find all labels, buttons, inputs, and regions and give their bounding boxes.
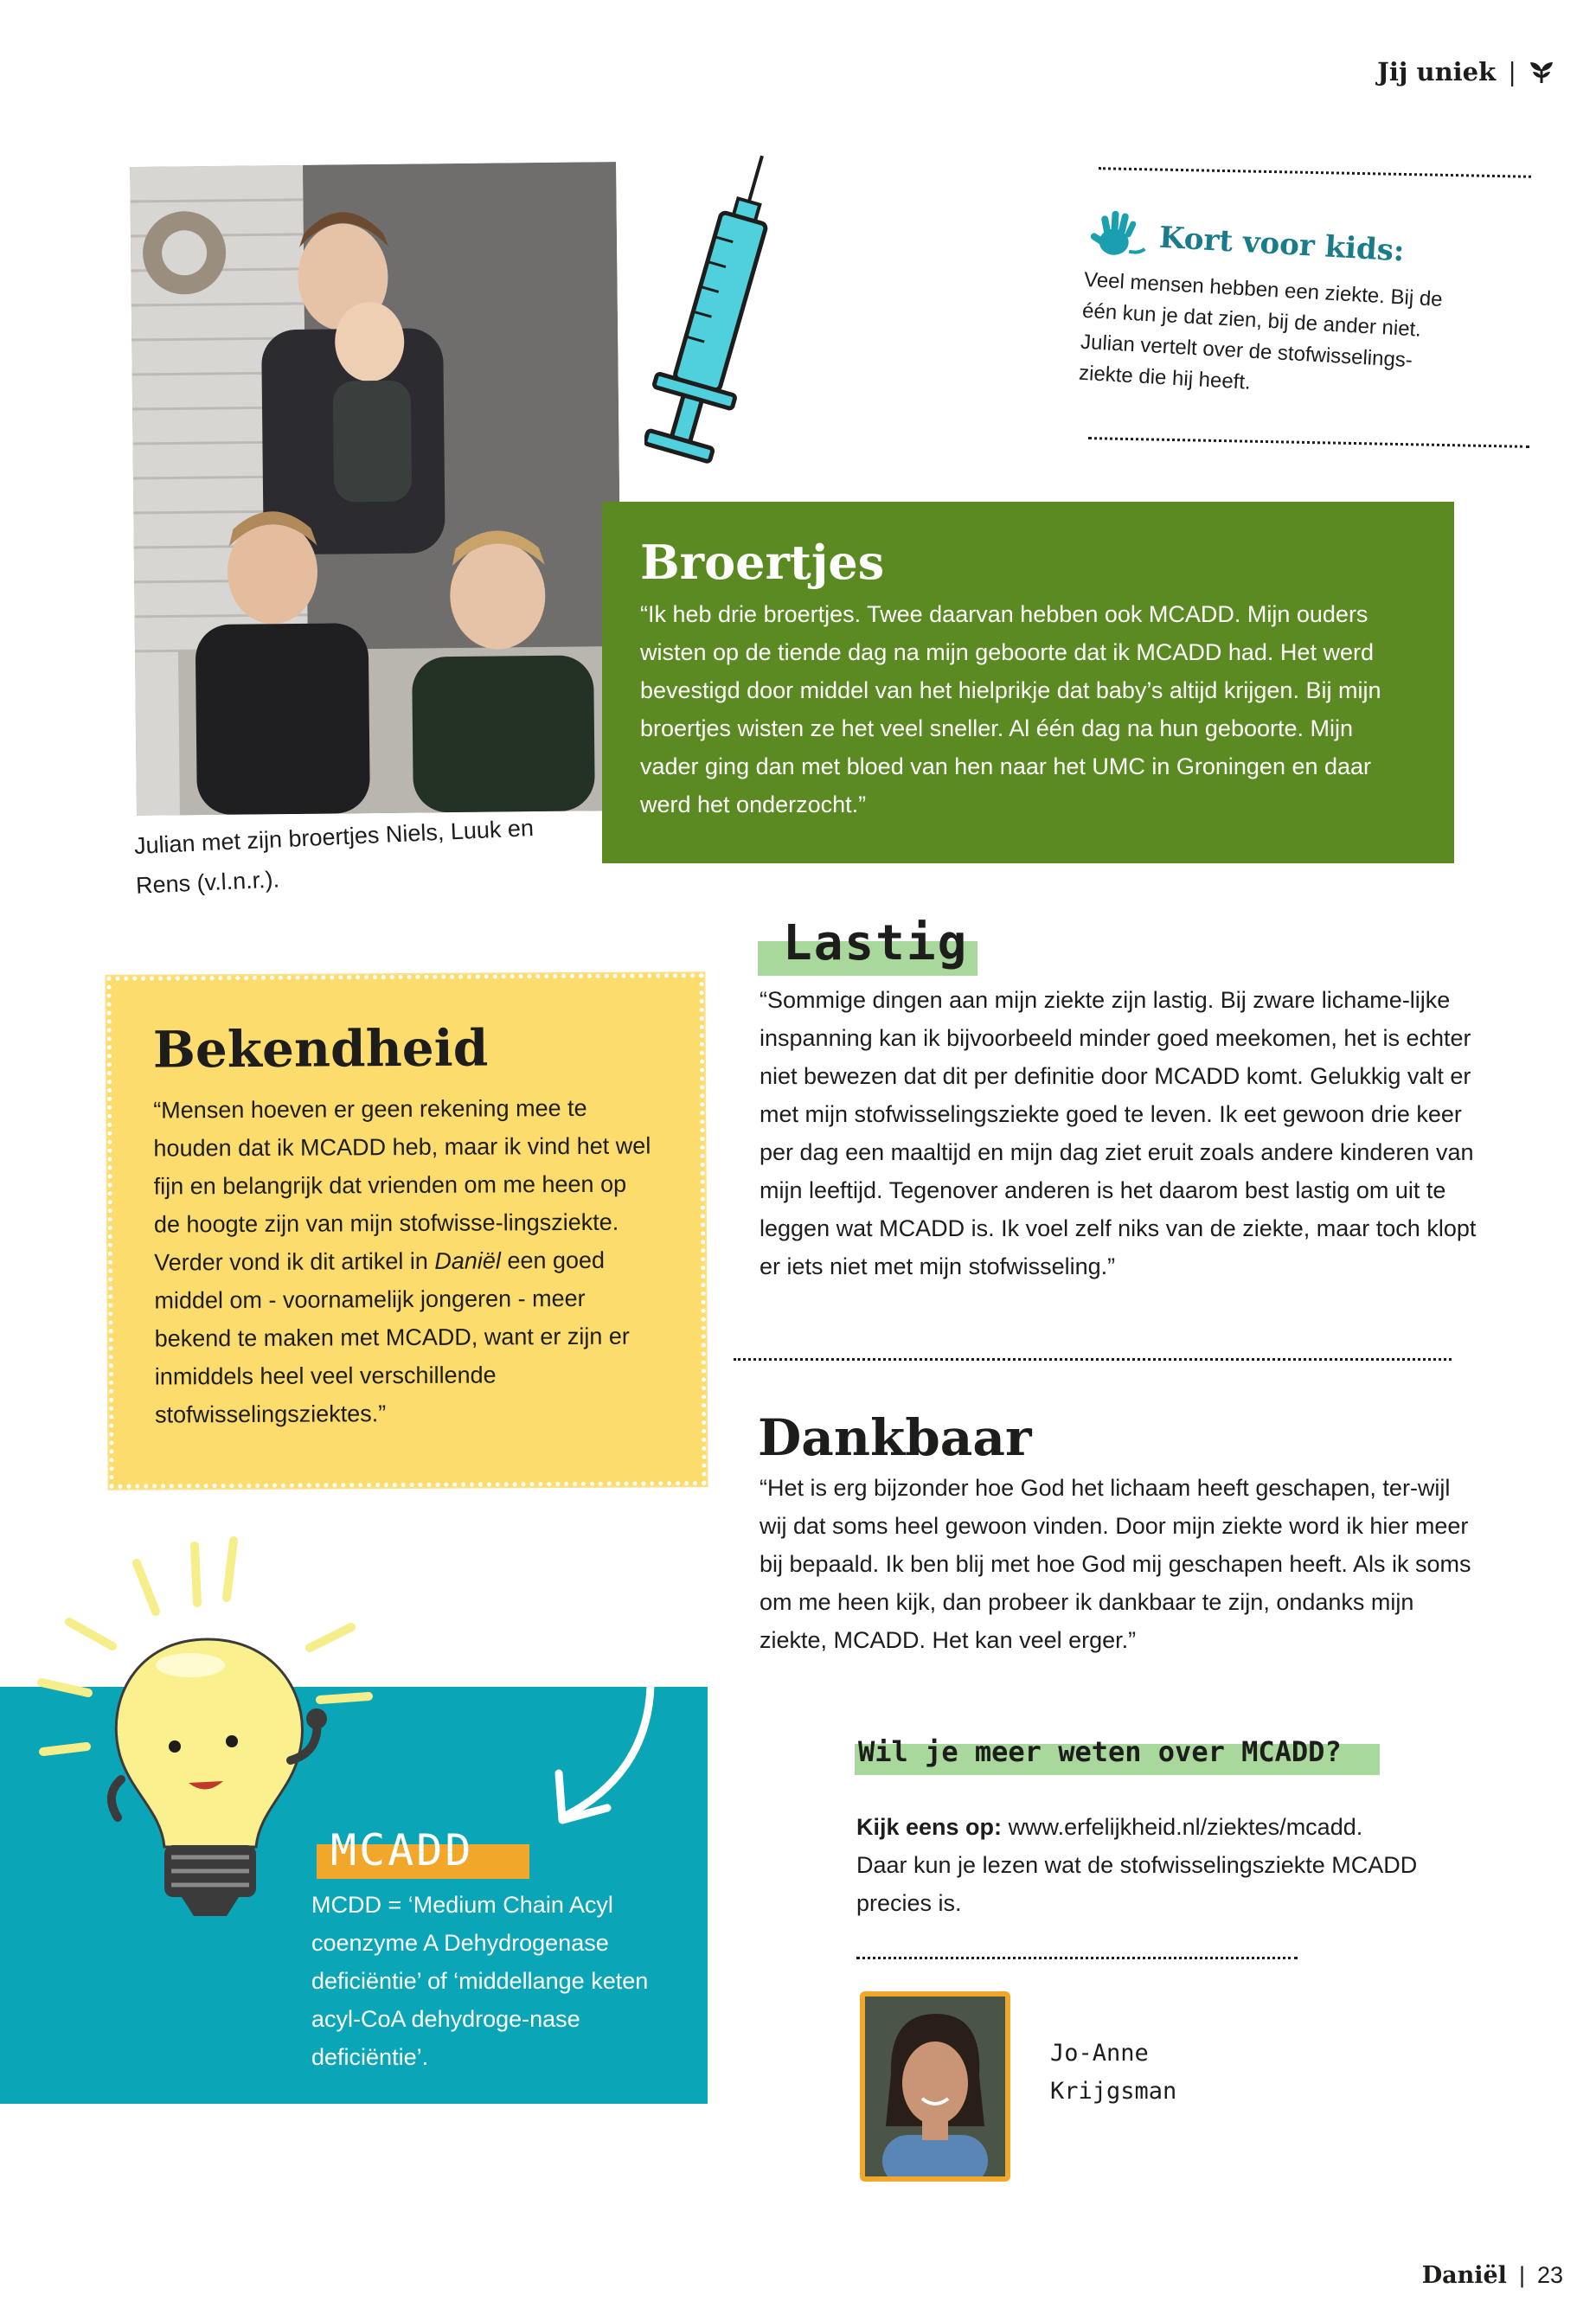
footer-separator: | [1518, 2262, 1525, 2288]
author-last-name: Krijgsman [1050, 2078, 1177, 2105]
syringe-icon [644, 145, 792, 474]
author-name [1050, 2035, 1176, 2111]
dotted-divider [856, 1957, 1298, 1959]
photo-caption: Julian met zijn broertjes Niels, Luuk en Rens (v.l.n.r.). [133, 815, 535, 899]
curved-arrow-icon [547, 1678, 668, 1834]
section-header [1377, 57, 1554, 87]
bekendheid-title: Bekendheid [152, 1018, 489, 1080]
four-brothers-photo [130, 162, 623, 816]
kids-inner [1078, 206, 1468, 410]
author-portrait [865, 1997, 1005, 2176]
meer-description: Daar kun je lezen wat de stofwisselingsziekte MCADD precies is. [856, 1852, 1418, 1916]
mcadd-text: MCDD = ‘Medium Chain Acyl coenzyme A Dehydrogenase deficiëntie’ of ‘middellange keten acyl-CoA dehydroge-nase deficiëntie’. [311, 1892, 649, 2070]
dankbaar-title: Dankbaar [758, 1408, 1032, 1467]
kids-title: Kort voor kids: [1157, 220, 1406, 269]
dotted-divider [734, 1358, 1452, 1361]
handprint-icon [1086, 206, 1151, 265]
footer-magazine: Daniël [1421, 2262, 1507, 2289]
meer-title: Wil je meer weten over MCADD? [858, 1735, 1342, 1768]
header-separator: | [1508, 57, 1516, 87]
meer-lead: Kijk eens op: [856, 1814, 1003, 1840]
broertjes-text: “Ik heb drie broertjes. Twee daarvan hebben ook MCADD. Mijn ouders wisten op de tiende dag na mijn geboorte dat ik MCADD had. Het werd bevestigd door middel van het hielprikje dat baby’s altijd krijgen. Bij mijn broertjes wisten ze het veel sneller. Al één dag na hun geboorte. Mijn vader ging dan met bloed van hen naar het UMC in Groningen en daar werd het onderzocht.” [640, 601, 1381, 817]
magazine-name: Daniël [434, 1247, 501, 1274]
sprout-icon [1529, 59, 1554, 85]
lastig-title: Lastig [783, 915, 969, 971]
kids-text: Veel mensen hebben een ziekte. Bij de één kun je dat zien, bij de ander niet. Julian vertelt over de stofwisselings-ziekte die hij heeft. [1078, 267, 1444, 394]
family-photo [130, 162, 623, 816]
page-footer [1422, 2262, 1563, 2289]
lastig-text: “Sommige dingen aan mijn ziekte zijn lastig. Bij zware lichame-lijke inspanning kan ik bijvoorbeeld minder goed meekomen, het is echter niet bewezen dat dit per definitie door MCADD komt. Gelukkig valt er met mijn stofwisselingsziekte goed te leven. Ik eet gewoon drie keer per dag een maaltijd en mijn dag ziet eruit zoals andere kinderen van mijn leeftijd. Tegenover anderen is het daarom best lastig om uit te leggen wat MCADD is. Ik voel zelf niks van de ziekte, maar toch klopt er iets niet met mijn stofwisseling.” [760, 987, 1477, 1279]
bekendheid-text-1: “Mensen hoeven er geen rekening mee te houden dat ik MCADD heb, maar ik vind het wel fijn en belangrijk dat vrienden om me heen op de hoogte zijn van mijn stofwisse-lingsziekte. Verder vond ik dit artikel in [153, 1094, 651, 1276]
broertjes-box [602, 502, 1454, 863]
meer-url[interactable]: www.erfelijkheid.nl/ziektes/mcadd. [1008, 1814, 1363, 1840]
bekendheid-box [106, 973, 706, 1489]
mcadd-title: MCADD [330, 1825, 474, 1875]
dotted-divider [1099, 167, 1531, 178]
dankbaar-text: “Het is erg bijzonder hoe God het lichaam heeft geschapen, ter-wijl wij dat soms heel gewoon vinden. Door mijn ziekte word ik hier meer bij bepaald. Ik ben blij met hoe God mij geschapen heeft. Als ik soms om me heen kijk, dan probeer ik dankbaar te zijn, ondanks mijn ziekte, MCADD. Het kan veel erger.” [760, 1475, 1471, 1653]
meer-text [856, 1808, 1462, 1922]
bekendheid-text-2: een goed middel om - voornamelijk jongeren - meer bekend te maken met MCADD, want er zijn er inmiddels heel veel verschillende stofwisselingsziektes.” [154, 1247, 630, 1428]
author-first-name: Jo-Anne [1050, 2040, 1149, 2067]
section-title: Jij uniek [1377, 57, 1497, 87]
page-number: 23 [1536, 2262, 1563, 2288]
dotted-divider [1088, 437, 1529, 448]
bekendheid-text [153, 1088, 657, 1433]
broertjes-title: Broertjes [640, 535, 885, 590]
author-photo [860, 1991, 1010, 2182]
